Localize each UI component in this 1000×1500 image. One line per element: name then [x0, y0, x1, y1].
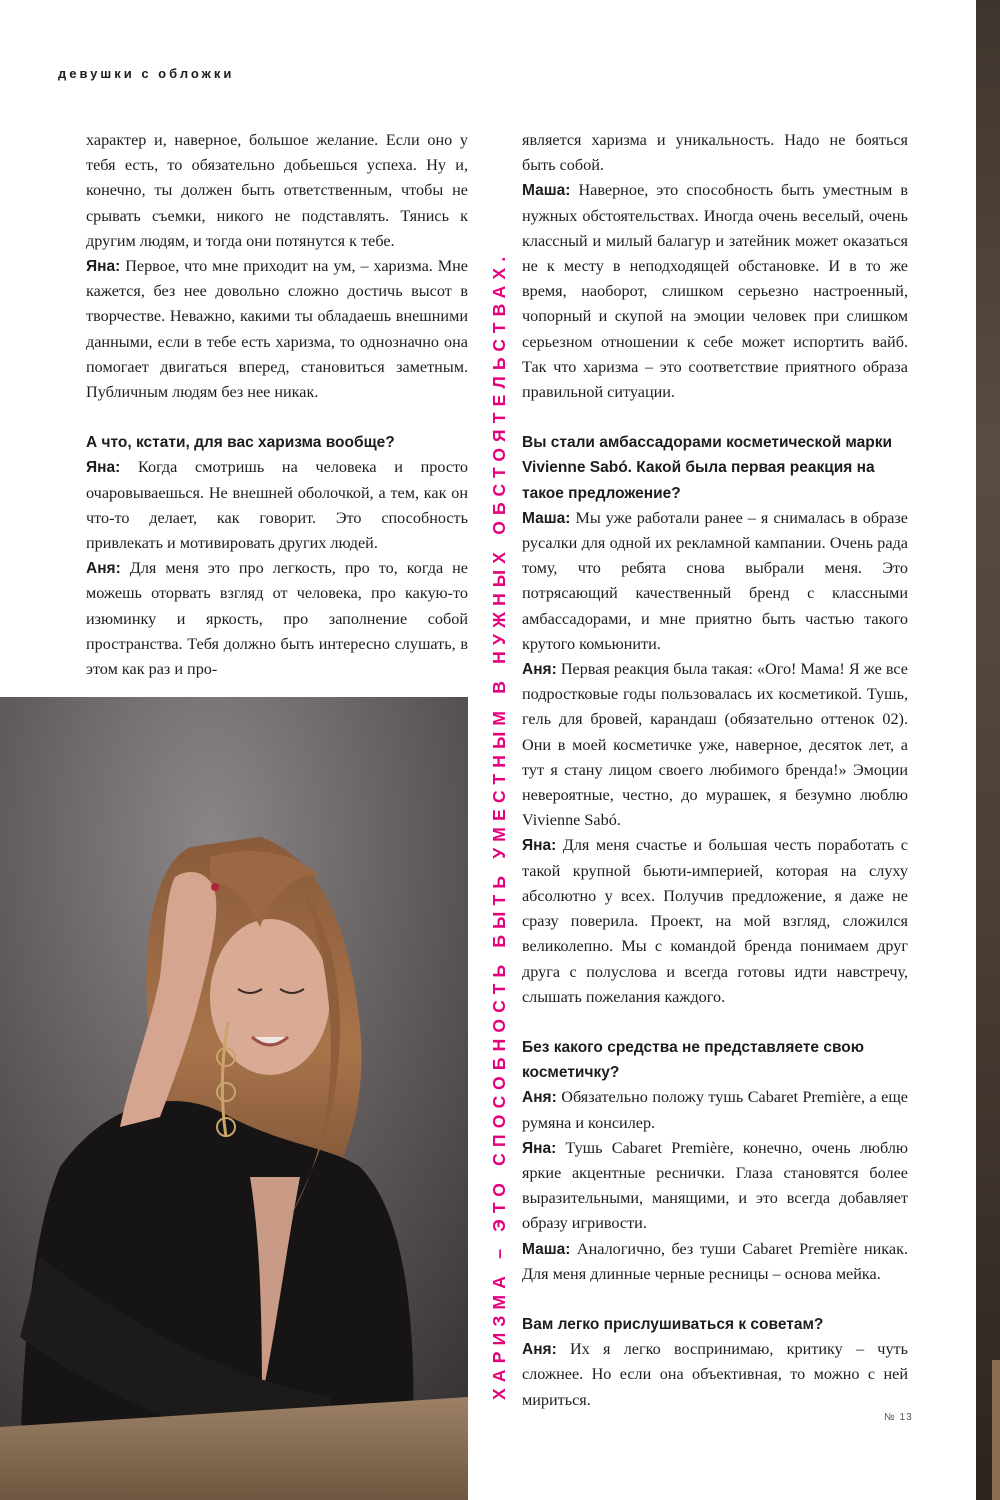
- question-heading: Без какого средства не представляете свою косметичку?: [522, 1038, 865, 1082]
- speaker-name: Яна:: [86, 459, 121, 477]
- speaker-name: Маша:: [522, 1240, 571, 1258]
- right-edge-photo-strip: [976, 0, 1000, 1500]
- paragraph: Яна: Тушь Cabaret Première, конечно, очень люблю яркие акцентные реснички. Глаза становятся более выразительными, манящими, и это всегда добавляет образу игривости.: [522, 1138, 908, 1233]
- speaker-name: Маша:: [522, 509, 571, 527]
- speaker-name: Яна:: [86, 258, 121, 276]
- paragraph: Маша: Аналогично, без туши Cabaret Première никак. Для меня длинные черные ресницы – основа мейка.: [522, 1239, 908, 1283]
- speaker-name: Аня:: [522, 1341, 557, 1359]
- speaker-name: Яна:: [522, 1139, 557, 1157]
- paragraph: Аня: Для меня это про легкость, про то, когда не можешь оторвать взгляд от человека, про какую-то изюминку и яркость, про заполнение собой пространства. Тебя должно быть интересно слушать, в этом как раз и про-: [86, 559, 468, 679]
- question-heading: А что, кстати, для вас харизма вообще?: [86, 434, 395, 452]
- speaker-name: Маша:: [522, 182, 571, 200]
- paragraph: Маша: Мы уже работали ранее – я снималась в образе русалки для одной их рекламной кампании. Очень рада тому, что ребята снова выбрали меня. Это потрясающий качественный бренд с классными амбассадорами, и мне приятно быть частью такого крутого комьюнити.: [522, 508, 908, 653]
- vertical-pull-quote: ХАРИЗМА – ЭТО СПОСОБНОСТЬ БЫТЬ УМЕСТНЫМ В НУЖНЫХ ОБСТОЯТЕЛЬСТВАХ.: [489, 250, 509, 1400]
- paragraph: Аня: Их я легко воспринимаю, критику – чуть сложнее. Но если она объективная, то можно с ней мириться.: [522, 1340, 908, 1409]
- speaker-name: Аня:: [522, 1089, 557, 1107]
- paragraph: является харизма и уникальность. Надо не бояться быть собой.: [522, 131, 908, 175]
- left-column: [86, 128, 468, 682]
- question-heading: Вам легко прислушиваться к советам?: [522, 1315, 824, 1333]
- speaker-name: Яна:: [522, 837, 557, 855]
- page-number: № 13: [884, 1412, 913, 1423]
- paragraph: Яна: Для меня счастье и большая честь поработать с такой крупной бьюти-империей, которая на слуху абсолютно у всех. Получив предложение, я даже не сразу поверила. Проект, на мой взгляд, сложился великолепно. Мы с командой бренда понимаем друг друга с полуслова и всегда готовы идти навстречу, слышать пожелания каждого.: [522, 836, 908, 1006]
- paragraph: Яна: Когда смотришь на человека и просто очаровываешься. Не внешней оболочкой, а тем, как он что-то делает, как говорит. Это способность привлекать и мотивировать других людей.: [86, 458, 468, 553]
- right-column: [522, 128, 908, 1413]
- speaker-name: Аня:: [522, 661, 557, 679]
- paragraph: Аня: Обязательно положу тушь Cabaret Première, а еще румяна и консилер.: [522, 1088, 908, 1132]
- paragraph: характер и, наверное, большое желание. Если оно у тебя есть, то обязательно добьешься успеха. Ну и, конечно, ты должен быть ответственным, чтобы не срывать съемки, никого не подставлять. Тянись к другим людям, и тогда они потянутся к тебе.: [86, 131, 468, 250]
- speaker-name: Аня:: [86, 560, 121, 578]
- section-tag: девушки с обложки: [58, 66, 235, 81]
- portrait-photo: [0, 697, 468, 1500]
- paragraph: Яна: Первое, что мне приходит на ум, – харизма. Мне кажется, без нее довольно сложно достичь высот в творчестве. Неважно, какими ты обладаешь внешними данными, если в тебе есть харизма, то однозначно она помогает двигаться вперед, становиться заметным. Публичным людям без нее никак.: [86, 257, 468, 402]
- paragraph: Маша: Наверное, это способность быть уместным в нужных обстоятельствах. Иногда очень веселый, очень классный и милый балагур и затейник может оказаться не к месту в неподходящей обстановке. И в то же время, наоборот, слишком серьезно настроенный, чопорный и скупой на эмоции человек при слишком серьезном отношении к себе может испортить вайб. Так что харизма – это соответствие приятного образа правильной ситуации.: [522, 181, 908, 402]
- paragraph: Аня: Первая реакция была такая: «Ого! Мама! Я же все подростковые годы пользовалась их косметикой. Тушь, гель для бровей, карандаш (обязательно оттенок 02). Они в моей косметичке уже, наверное, десяток лет, а тут я стану лицом своего любимого бренда!» Эмоции невероятные, честно, до мурашек, я безумно люблю Vivienne Sabó.: [522, 660, 908, 830]
- question-heading: Вы стали амбассадорами косметической марки Vivienne Sabó. Какой была первая реакция на такое предложение?: [522, 434, 893, 502]
